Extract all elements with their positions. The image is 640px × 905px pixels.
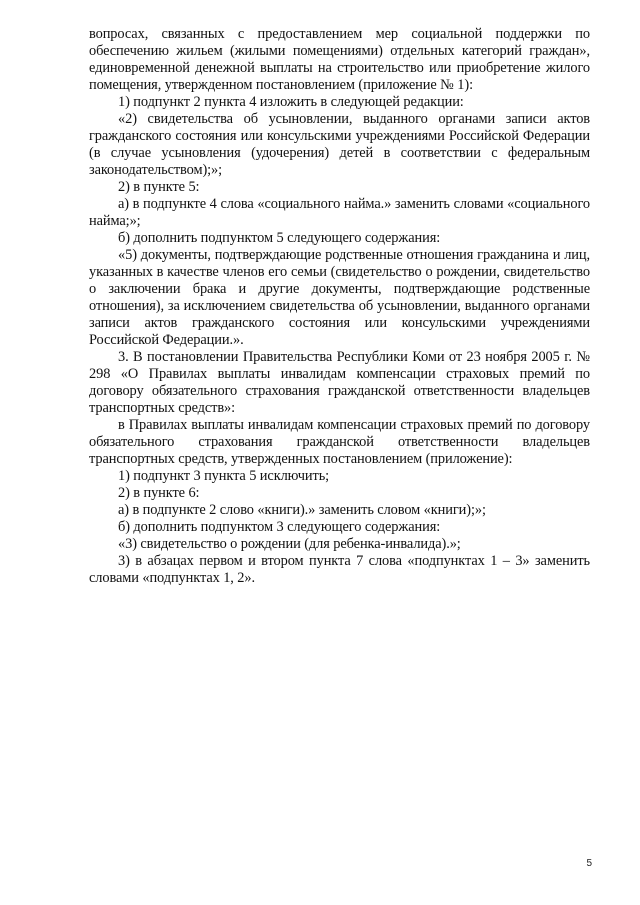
paragraph-12: а) в подпункте 2 слово «книги).» заменить словом «книги);»;	[118, 502, 486, 518]
paragraph-6: б) дополнить подпунктом 5 следующего содержания:	[118, 230, 441, 246]
paragraph-7: «5) документы, подтверждающие родственные отношения гражданина и лиц, указанных в качестве членов его семьи (свидетельство о рождении, свидетельство о заключении брака и другие документы, подтверждающие родственные отношения), за исключением свидетельства об усыновлении, выданного органами записи актов гражданского состояния или консульскими учреждениями Российской Федерации.».	[89, 247, 590, 348]
paragraph-5: а) в подпункте 4 слова «социального найма.» заменить словами «социального найма;»;	[89, 196, 590, 229]
paragraph-11: 2) в пункте 6:	[118, 485, 200, 501]
paragraph-4: 2) в пункте 5:	[118, 179, 200, 195]
document-body	[89, 26, 590, 587]
paragraph-3: «2) свидетельства об усыновлении, выданного органами записи актов гражданского состояния или консульскими учреждениями Российской Федерации (в случае усыновления (удочерения) детей в соответствии с федеральным законодательством);»;	[89, 111, 590, 178]
paragraph-8: 3. В постановлении Правительства Республики Коми от 23 ноября 2005 г. № 298 «О Правилах выплаты инвалидам компенсации страховых премий по договору обязательного страхования гражданской ответственности владельцев транспортных средств»:	[89, 349, 590, 416]
paragraph-9: в Правилах выплаты инвалидам компенсации страховых премий по договору обязательного страхования гражданской ответственности владельцев транспортных средств, утвержденных постановлением (приложение):	[89, 417, 590, 467]
paragraph-10: 1) подпункт 3 пункта 5 исключить;	[118, 468, 330, 484]
paragraph-13: б) дополнить подпунктом 3 следующего содержания:	[118, 519, 441, 535]
paragraph-14: «3) свидетельство о рождении (для ребенка-инвалида).»;	[118, 536, 461, 552]
page-number: 5	[586, 858, 592, 869]
paragraph-1: вопросах, связанных с предоставлением мер социальной поддержки по обеспечению жильем (жилыми помещениями) отдельных категорий граждан», единовременной денежной выплаты на строительство или приобретение жилого помещения, утвержденном постановлением (приложение № 1):	[89, 26, 590, 93]
paragraph-2: 1) подпункт 2 пункта 4 изложить в следующей редакции:	[118, 94, 464, 110]
paragraph-15: 3) в абзацах первом и втором пункта 7 слова «подпунктах 1 – 3» заменить словами «подпунктах 1, 2».	[89, 553, 590, 586]
